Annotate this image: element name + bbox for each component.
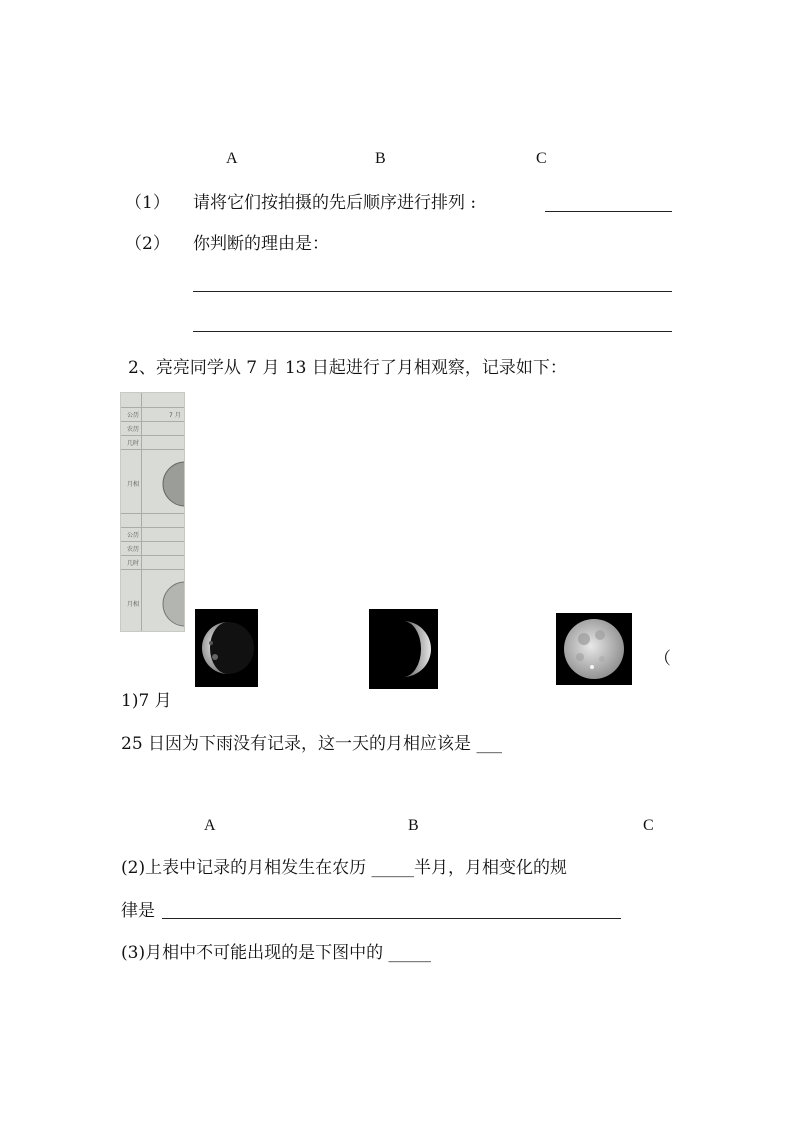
item-1-prompt: 请将它们按拍摄的先后顺序进行排列 : [193,193,477,213]
option-label-c: C [643,817,654,834]
item-number-2: （2） [125,234,170,254]
table-row-label: 农历 [127,426,140,433]
item-number-1: （1） [125,193,170,213]
moon-sketch-1 [157,459,185,509]
table-row-label: 公历 [127,532,140,539]
table-row-label: 公历 [127,412,140,419]
table-col-label: 7 月 [169,412,181,419]
subq-2-line-1: (2)上表中记录的月相发生在农历 _____半月，月相变化的规 [121,858,567,878]
option-label-a: A [204,817,216,834]
option-label-c: C [536,150,547,167]
subq-2-line-2: 律是 [121,901,155,921]
subq-1-line-1: 1)7 月 [121,691,172,711]
answer-line-rule[interactable] [162,918,621,919]
subq-1-line-2: 25 日因为下雨没有记录，这一天的月相应该是 ___ [121,734,502,754]
question-2-intro: 2、亮亮同学从 7 月 13 日起进行了月相观察，记录如下： [128,358,567,378]
paren-open: （ [654,649,671,669]
answer-line-1[interactable] [193,291,672,292]
subq-3: (3)月相中不可能出现的是下图中的 _____ [121,943,431,963]
moon-sketch-2 [157,579,185,629]
table-row-label: 月相 [127,601,140,608]
option-label-b: B [375,150,386,167]
table-row-label: 月相 [127,481,140,488]
option-label-a: A [226,150,238,167]
moon-photo-a [195,609,258,687]
item-2-prompt: 你判断的理由是： [193,234,329,254]
option-label-b: B [408,817,419,834]
moon-photo-c [556,613,632,685]
table-row-label: 农历 [127,546,140,553]
table-row-label: 几时 [127,440,140,447]
answer-line-2[interactable] [193,331,672,332]
moon-photo-b [369,609,438,689]
observation-table-scan [120,392,185,632]
table-row-label: 几时 [127,560,140,567]
answer-blank-1[interactable] [545,211,672,212]
